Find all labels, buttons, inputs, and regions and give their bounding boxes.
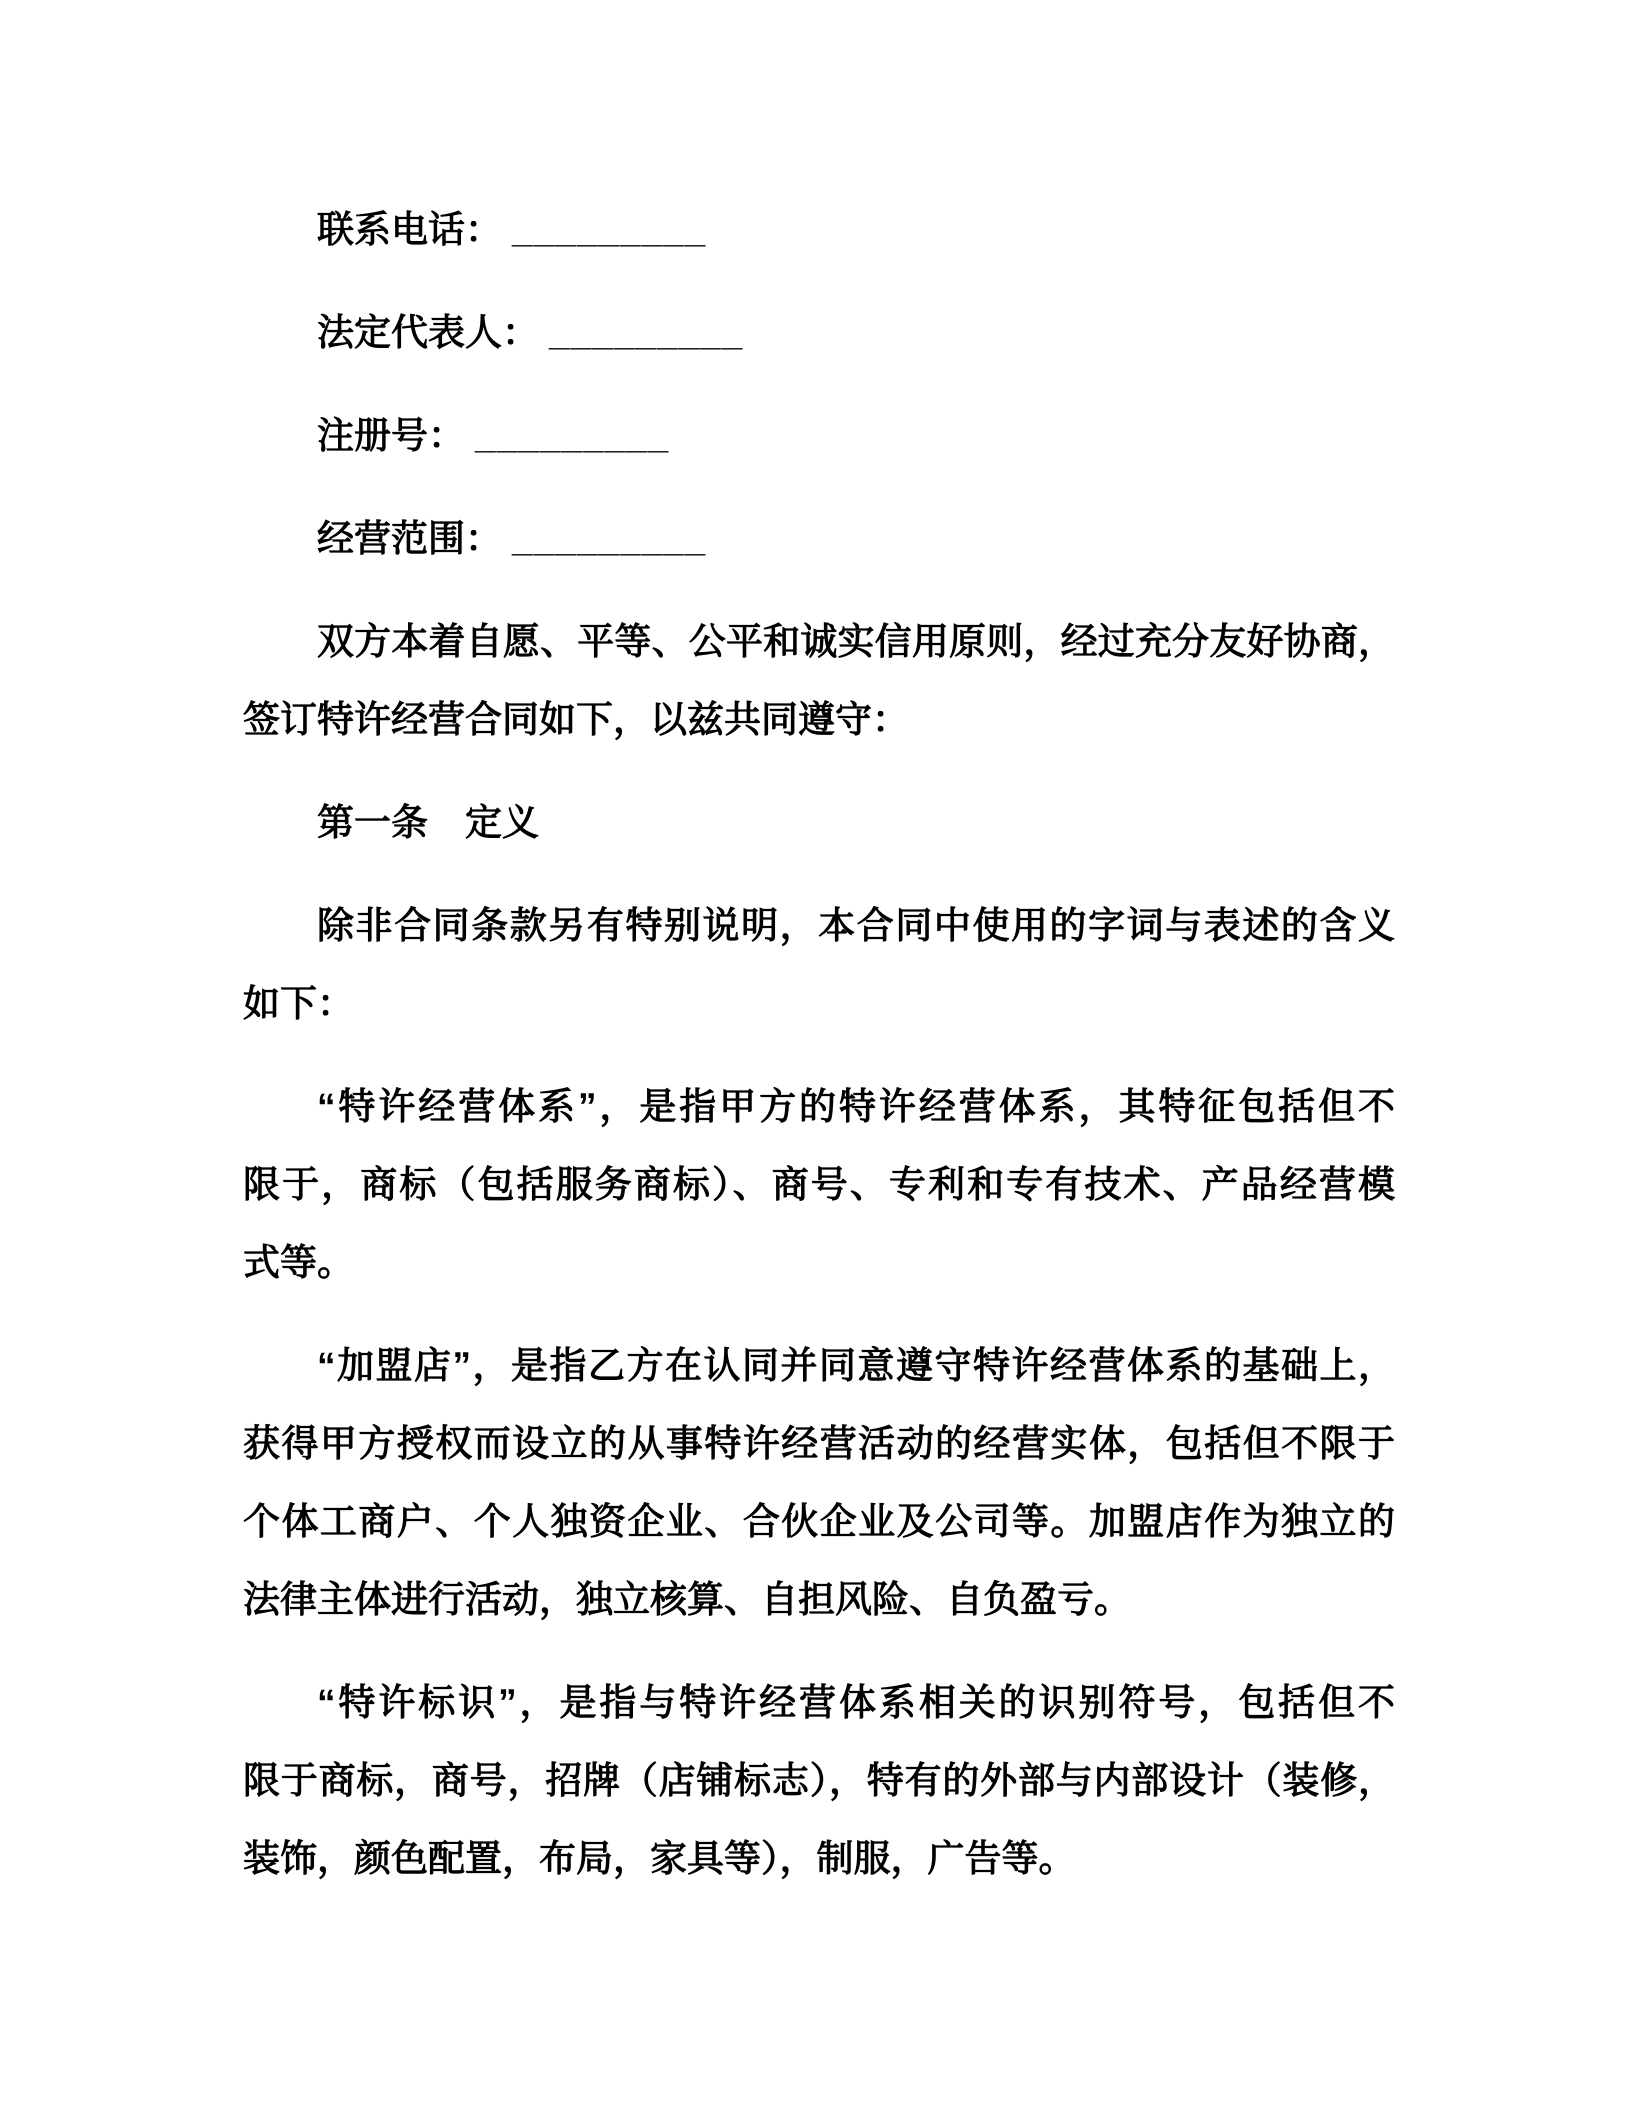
field-business-scope-blank: _________ <box>512 518 707 559</box>
franchise-store-definition-line-1: “加盟店”，是指乙方在认同并同意遵守特许经营体系的基础上， <box>317 1345 1395 1386</box>
field-contact-phone-blank: _________ <box>512 209 707 250</box>
field-contact-phone <box>243 191 1395 269</box>
franchise-marks-definition-line-1: “特许标识”，是指与特许经营体系相关的识别符号，包括但不 <box>317 1682 1395 1723</box>
field-business-scope <box>243 500 1395 578</box>
franchise-store-definition-line-3: 个体工商户、个人独资企业、合伙企业及公司等。加盟店作为独立的 <box>243 1501 1395 1542</box>
definitions-intro-line-1: 除非合同条款另有特别说明，本合同中使用的字词与表述的含义 <box>317 905 1395 946</box>
franchise-marks-definition-line-2: 限于商标，商号，招牌（店铺标志），特有的外部与内部设计（装修， <box>243 1760 1395 1801</box>
field-registration-number-label: 注册号： <box>317 415 465 456</box>
field-business-scope-label: 经营范围： <box>317 518 502 559</box>
franchise-marks-definition-line-3: 装饰，颜色配置，布局，家具等），制服，广告等。 <box>243 1838 1076 1879</box>
field-registration-number-blank: _________ <box>475 415 670 456</box>
franchise-store-definition-line-2: 获得甲方授权而设立的从事特许经营活动的经营实体，包括但不限于 <box>243 1423 1395 1464</box>
franchise-system-definition-line-2: 限于，商标（包括服务商标）、商号、专利和专有技术、产品经营模 <box>243 1164 1395 1205</box>
preamble-line-1: 双方本着自愿、平等、公平和诚实信用原则，经过充分友好协商， <box>317 621 1395 662</box>
field-legal-representative-blank: _________ <box>549 312 744 353</box>
franchise-system-definition-line-1: “特许经营体系”，是指甲方的特许经营体系，其特征包括但不 <box>317 1086 1395 1127</box>
article-1-heading: 第一条 定义 <box>317 802 539 843</box>
field-legal-representative <box>243 294 1395 372</box>
franchise-system-definition-line-3: 式等。 <box>243 1242 354 1283</box>
preamble-line-2: 签订特许经营合同如下，以兹共同遵守： <box>243 699 909 740</box>
franchise-store-definition-line-4: 法律主体进行活动，独立核算、自担风险、自负盈亏。 <box>243 1579 1131 1620</box>
document-content <box>243 191 1395 1898</box>
definitions-intro-line-2: 如下： <box>243 983 354 1024</box>
field-legal-representative-label: 法定代表人： <box>317 312 539 353</box>
field-contact-phone-label: 联系电话： <box>317 209 502 250</box>
field-registration-number <box>243 397 1395 475</box>
